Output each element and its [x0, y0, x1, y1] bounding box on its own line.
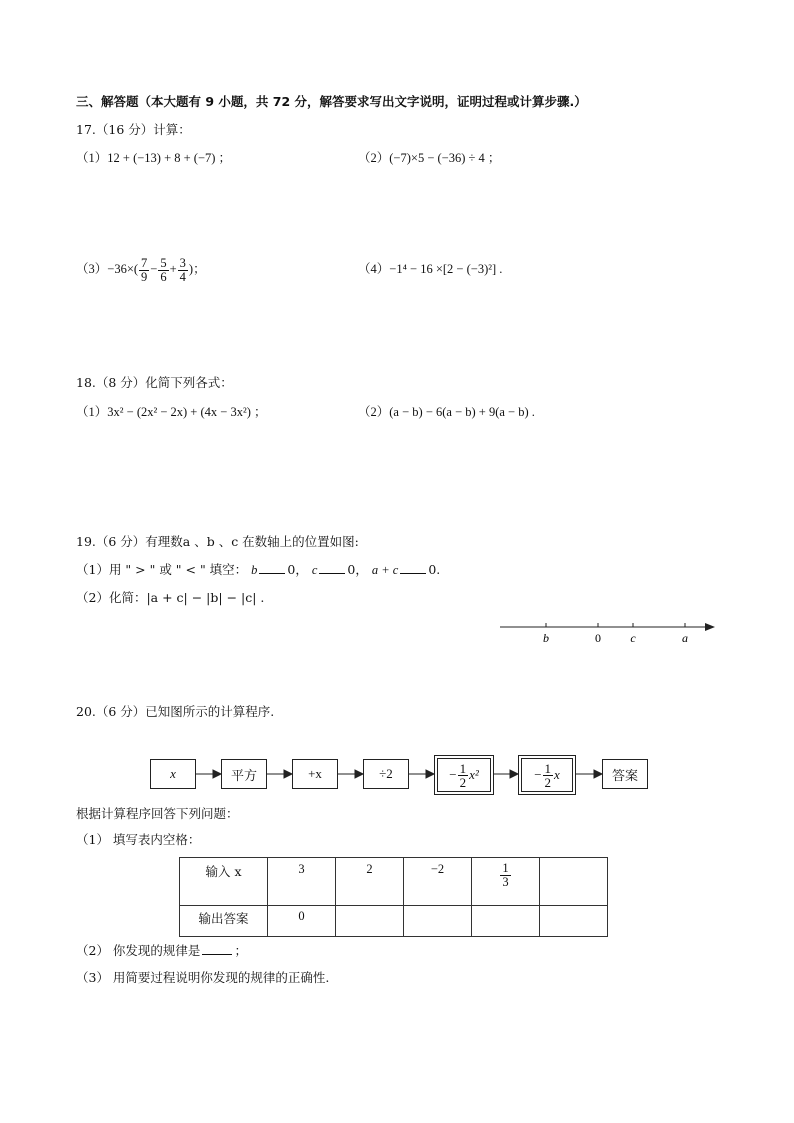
fraction-1-2: $\frac{1}{2}$	[544, 760, 552, 790]
table-row	[180, 858, 608, 906]
q17-part3-label: （3）	[76, 262, 108, 276]
q19-title: 19.（6 分）有理数a 、b 、c 在数轴上的位置如图:	[76, 534, 359, 549]
q17-part1-expr: 12 + (−13) + 8 + (−7) ；	[107, 151, 232, 165]
q19-var-c: c	[311, 563, 318, 577]
q20-part3: （3） 用简要过程说明你发现的规律的正确性.	[76, 970, 330, 985]
table-header-input: 输入 x	[180, 858, 268, 906]
q20-intro: 根据计算程序回答下列问题：	[76, 806, 239, 821]
input-cell-empty[interactable]	[540, 858, 608, 906]
q19-part2: （2）化简：|a + c| − |b| − |c| .	[76, 590, 265, 605]
q17-part2-expr: (−7)×5 − (−36) ÷ 4 ；	[389, 151, 501, 165]
axis-label-c: c	[630, 631, 636, 645]
q19-zero2: 0，	[347, 562, 368, 577]
input-cell-neg2: −2	[404, 858, 472, 906]
q20-part2	[76, 942, 247, 960]
q17-part2-label: （2）	[358, 151, 390, 165]
section-heading: 三、解答题（本大题有 9 小题，共 72 分，解答要求写出文字说明，证明过程或计算步骤.）	[76, 94, 587, 109]
q17-part1-label: （1）	[76, 151, 108, 165]
q20-title: 20.（6 分）已知图所示的计算程序.	[76, 704, 275, 719]
axis-label-b: b	[543, 631, 549, 645]
arrow-right-icon	[426, 770, 434, 778]
fraction-3-4: $\frac{3}{4}$	[179, 255, 186, 284]
q18-part2-expr: (a − b) − 6(a − b) + 9(a − b) .	[389, 405, 535, 419]
input-cell-3: 3	[268, 858, 336, 906]
q17-part3-op1: −	[150, 262, 158, 276]
input-cell-2: 2	[336, 858, 404, 906]
q17-part3-op2: +	[169, 262, 177, 276]
fraction-1-3: $\frac{1}{3}$	[502, 861, 509, 889]
q17-part3-post: )；	[188, 262, 206, 276]
q19-zero3: 0.	[428, 562, 441, 577]
q20-part1: （1） 填写表内空格：	[76, 832, 201, 847]
q18-part1-expr: 3x² − (2x² − 2x) + (4x − 3x²) ；	[107, 405, 267, 419]
q19-zero1: 0，	[287, 562, 308, 577]
flow-box-answer: 答案	[602, 759, 648, 789]
fraction-7-9: $\frac{7}{9}$	[141, 255, 148, 284]
arrow-right-icon	[284, 770, 292, 778]
q20-part2-text: （2） 你发现的规律是	[76, 943, 201, 958]
minus-sign: −	[449, 767, 457, 782]
q18-title: 18.（8 分）化简下列各式：	[76, 375, 233, 390]
arrow-right-icon	[213, 770, 221, 778]
flow-box-div2: ÷2	[363, 759, 409, 789]
x-squared: x²	[469, 767, 479, 782]
output-cell-5[interactable]	[540, 906, 608, 937]
flow-box-square: 平方	[221, 759, 267, 789]
arrow-right-icon	[510, 770, 518, 778]
q17-part3-pre: −36×(	[107, 262, 139, 276]
q19-var-ac: a + c	[371, 563, 399, 577]
q18-part1-label: （1）	[76, 405, 108, 419]
flow-box-x: x	[150, 759, 196, 789]
output-cell-3[interactable]	[404, 906, 472, 937]
output-cell-2[interactable]	[336, 906, 404, 937]
x-var: x	[554, 767, 560, 782]
q17-part4-expr: −1⁴ − 16 ×[2 − (−3)²] .	[389, 262, 503, 276]
axis-label-a: a	[682, 631, 688, 645]
output-cell-4[interactable]	[472, 906, 540, 937]
q18-part2-label: （2）	[358, 405, 390, 419]
io-table	[179, 857, 608, 937]
q19-var-b: b	[251, 563, 258, 577]
table-header-output: 输出答案	[180, 906, 268, 937]
output-cell-1: 0	[268, 906, 336, 937]
q20-part2-end: ；	[234, 943, 247, 958]
q17-part4-label: （4）	[358, 262, 390, 276]
table-row	[180, 906, 608, 937]
answer-blank-rule[interactable]	[202, 942, 232, 955]
fraction-5-6: $\frac{5}{6}$	[160, 255, 167, 284]
minus-sign: −	[534, 767, 542, 782]
fraction-1-2: $\frac{1}{2}$	[459, 760, 467, 790]
axis-label-0: 0	[595, 631, 601, 645]
arrow-right-icon	[594, 770, 602, 778]
input-cell-one-third	[472, 858, 540, 906]
flow-box-plus-x: +x	[292, 759, 338, 789]
q17-title: 17.（16 分）计算：	[76, 122, 191, 137]
arrow-right-icon	[355, 770, 363, 778]
q19-part1-label: （1）用 " > " 或 " < " 填空：	[76, 562, 248, 577]
